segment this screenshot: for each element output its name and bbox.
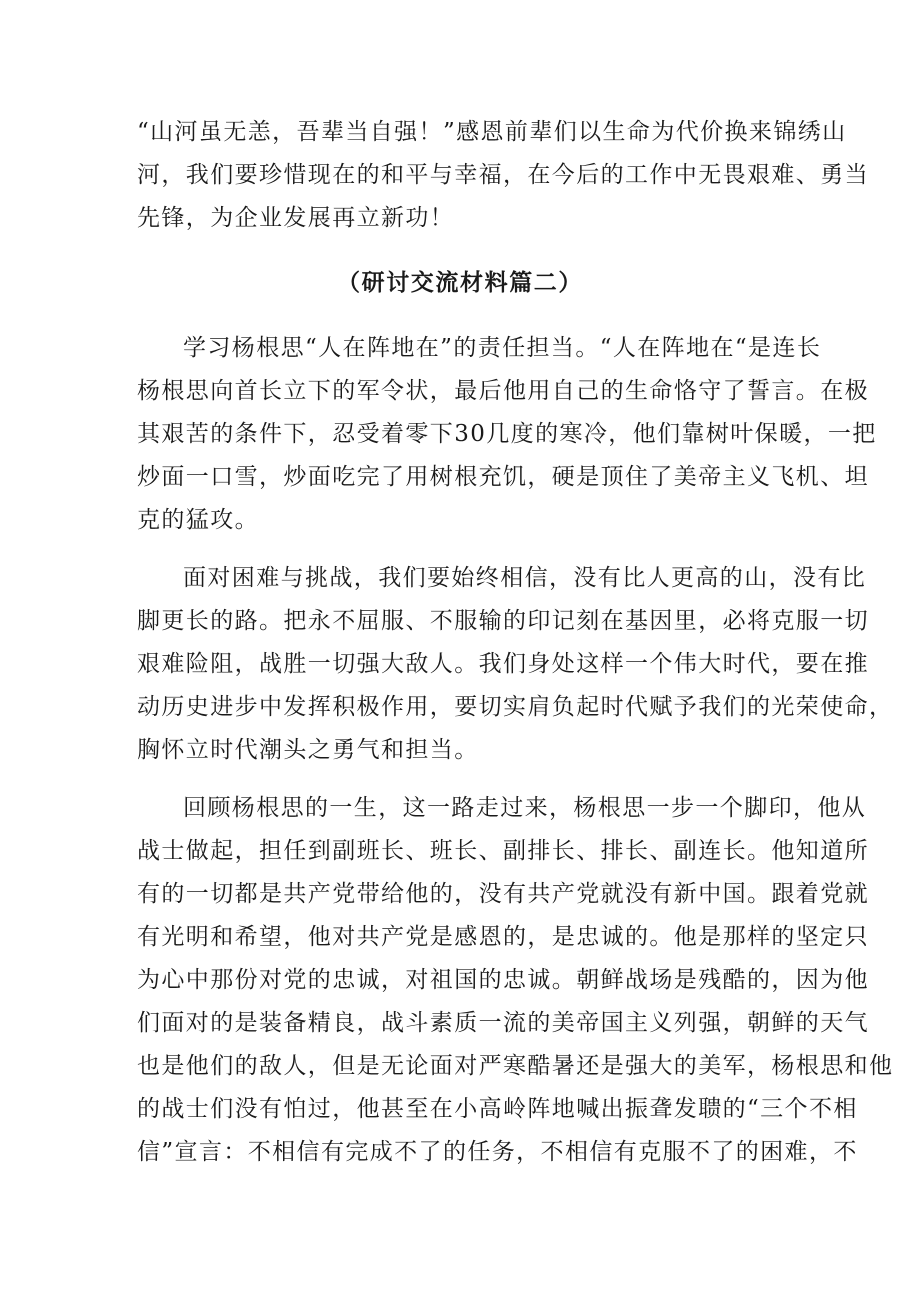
paragraph-line: 为心中那份对党的忠诚，对祖国的忠诚。朝鲜战场是残酷的，因为他	[137, 967, 869, 993]
paragraph-line: “山河虽无恙，吾辈当自强！”感恩前辈们以生命为代价换来锦绣山	[137, 119, 847, 145]
paragraph-line: 的战士们没有怕过，他甚至在小高岭阵地喊出振聋发聩的“三个不相	[137, 1096, 858, 1122]
paragraph-line: 学习杨根思“人在阵地在”的责任担当。“人在阵地在“是连长	[183, 335, 822, 361]
paragraph-line: 回顾杨根思的一生，这一路走过来，杨根思一步一个脚印，他从	[183, 795, 867, 821]
paragraph-line: 信”宣言：不相信有完成不了的任务，不相信有克服不了的困难，不	[137, 1139, 858, 1165]
paragraph-line: 战士做起，担任到副班长、班长、副排长、排长、副连长。他知道所	[137, 838, 869, 864]
paragraph-line: 炒面一口雪，炒面吃完了用树根充饥，硬是顶住了美帝主义飞机、坦	[137, 464, 869, 490]
paragraph-line: 动历史进步中发挥积极作用，要切实肩负起时代赋予我们的光荣使命，	[137, 694, 894, 720]
paragraph-line: 杨根思向首长立下的军令状，最后他用自己的生命恪守了誓言。在极	[137, 378, 869, 404]
paragraph-line: 们面对的是装备精良，战斗素质一流的美帝国主义列强，朝鲜的天气	[137, 1010, 869, 1036]
paragraph-line: 胸怀立时代潮头之勇气和担当。	[137, 737, 479, 763]
paragraph-line: 也是他们的敌人，但是无论面对严寒酷暑还是强大的美军，杨根思和他	[137, 1053, 894, 1079]
paragraph-line: 克的猛攻。	[137, 507, 259, 533]
paragraph-line: 先锋，为企业发展再立新功！	[137, 205, 455, 231]
paragraph-line: 艰难险阻，战胜一切强大敌人。我们身处这样一个伟大时代，要在推	[137, 651, 869, 677]
paragraph-line: 河，我们要珍惜现在的和平与幸福，在今后的工作中无畏艰难、勇当	[137, 162, 869, 188]
paragraph-line: 脚更长的路。把永不屈服、不服输的印记刻在基因里，必将克服一切	[137, 608, 869, 634]
paragraph-line: 有光明和希望，他对共产党是感恩的，是忠诚的。他是那样的坚定只	[137, 924, 869, 950]
paragraph-line: 其艰苦的条件下，忍受着零下30几度的寒冷，他们靠树叶保暖，一把	[137, 421, 877, 447]
paragraph-line: 有的一切都是共产党带给他的，没有共产党就没有新中国。跟着党就	[137, 881, 869, 907]
section-heading: （研讨交流材料篇二）	[337, 269, 583, 296]
paragraph-line: 面对困难与挑战，我们要始终相信，没有比人更高的山，没有比	[183, 565, 867, 591]
